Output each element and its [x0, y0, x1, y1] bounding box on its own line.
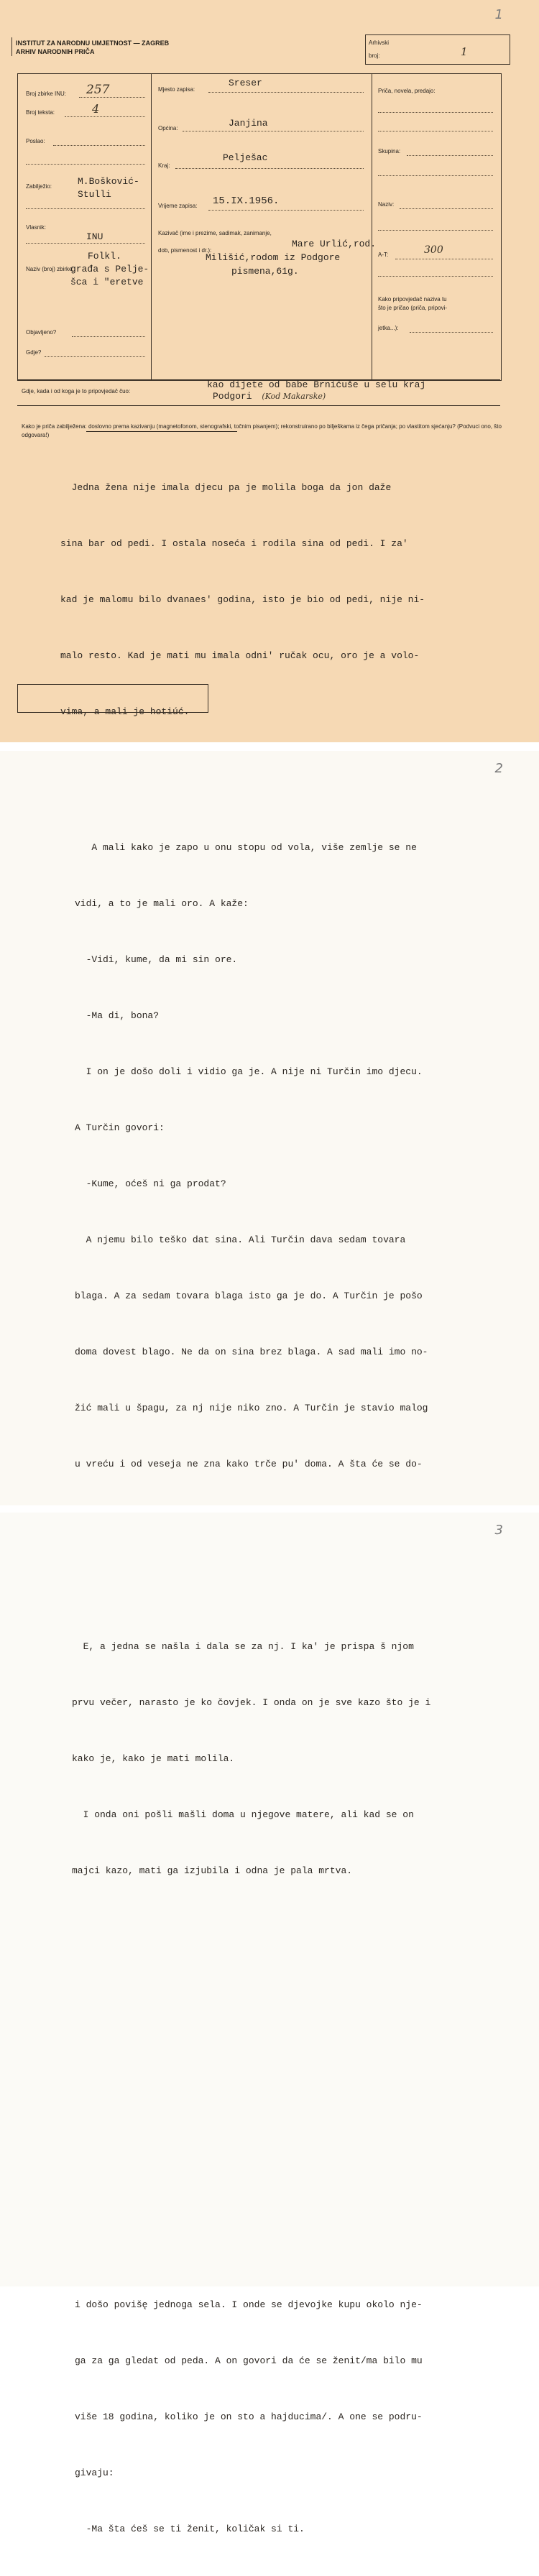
page-number: 1: [494, 7, 503, 22]
zabiljezio-label: Zabilježio:: [26, 183, 52, 190]
kazivac-label-1: Kazivač (ime i prezime, sadimak, zanimanje,: [158, 230, 272, 236]
archive-number-box: [365, 34, 510, 65]
skupina-label: Skupina:: [378, 148, 401, 154]
archive-no-value: 1: [461, 45, 468, 58]
archive-name: ARHIV NARODNIH PRIČA: [16, 48, 95, 55]
prica-label: Priča, novela, predajo:: [378, 88, 436, 94]
kako-label-3: jetka...):: [378, 325, 399, 331]
at-label: A-T:: [378, 251, 389, 258]
gdje-label: Gdje?: [26, 349, 42, 356]
gdje-kada-label: Gdje, kada i od koga je to pripovjedač čuo:: [22, 388, 131, 394]
document-page-3: [0, 1513, 539, 2286]
gdje-kada-value: kao dijete od babe Brnićuše u selu kraj Podgori (Kod Makarske): [207, 379, 426, 402]
opcina-label: Općina:: [158, 125, 178, 131]
naziv-label: Naziv (broj) zbirke:: [26, 266, 74, 272]
archive-no-label: broj:: [369, 52, 380, 59]
opcina-value: Janjina: [229, 118, 268, 129]
naziv2-label: Naziv:: [378, 201, 395, 208]
kako-label-1: Kako pripovjedač naziva tu: [378, 296, 447, 303]
archive-label: Arhivski: [369, 40, 390, 46]
vrijeme-value: 15.IX.1956.: [213, 195, 280, 207]
naziv-value: Folkl. građa s Pelje- šca i "eretve: [70, 251, 149, 287]
institution-name: INSTITUT ZA NARODNU UMJETNOST — ZAGREB: [16, 40, 170, 47]
story-page-2: A mali kako je zapo u onu stopu od vola, više zemlje se ne vidi, a to je mali oro. A kaže: -Vidi, kume, da mi sin ore. -Ma di, bona? I on je došo doli i vidio ga je. A nije ni Turčin imo djecu. A Turčin govori: -Kume, oćeš ni ga prodat? A njemu bilo teško dat sina. Ali Turčin dava sedam tovara blaga. A za sedam tovara blaga isto ga je do. A Turčin je pošo doma dovest blago. Ne da on sina brez blaga. A sad mali imo no- žić mali u špagu, za nj nije niko zno. A Turčin je stavio malog u vreću i od veseja ne zna kako trče pu' doma. A šta će se do- i došo povišę jednoga sela. I onde se djevojke kupu okolo nje- ga za ga gledat od peda. A on govori da će se ženit/ma bilo mu više 18 godina, koliko je on sto a hajducima/. A one se podru- givaju: -Ma šta ćeš se ti ženit, količak si ti.: [75, 842, 428, 2534]
page-number: 2: [494, 761, 503, 776]
at-value: 300: [424, 244, 443, 256]
signature-box: [17, 684, 208, 713]
mjesto-label: Mjesto zapisa:: [158, 86, 195, 93]
mjesto-value: Sreser: [229, 78, 262, 88]
vlasnik-value: INU: [86, 231, 103, 242]
institution-header: [16, 39, 169, 56]
vrijeme-label: Vrijeme zapisa:: [158, 203, 198, 209]
objavljeno-label: Objavljeno?: [26, 329, 57, 336]
zbirka-label: Broj zbirke INU:: [26, 91, 67, 97]
story-page-1: Jedna žena nije imala djecu pa je molila boga da jon daže sina bar od pedi. I ostala noseća i rodila sina od pedi. I za' kad je malomu bilo dvanaes' godina, isto je bio od pedi, nije ni- malo resto. Kad je mati mu imala odni' ručak ocu, oro je a volo- vima, a mali je hotiúć.: [60, 482, 425, 717]
kraj-value: Pelješac: [223, 152, 268, 163]
page-number: 3: [494, 1523, 503, 1538]
vlasnik-label: Vlasnik:: [26, 224, 47, 231]
document-page-1: [0, 0, 539, 742]
kako-label-2: što je pričao (priča, pripovi-: [378, 305, 448, 311]
poslao-label: Poslao:: [26, 138, 45, 144]
kraj-label: Kraj:: [158, 162, 170, 169]
tekst-value: 4: [92, 102, 100, 116]
zbirka-value: 257: [86, 83, 110, 97]
kazivac-value: Mare Urlić,rod. Milišić,rodom iz Podgore pismena,61g.: [206, 239, 377, 277]
story-page-3: E, a jedna se našla i dala se za nj. I ka' je prispa š njom prvu večer, narasto je ko čovjek. I onda on je sve kazo što je i kako je, kako je mati molila. I onda oni pošli mašli doma u njegove matere, ali kad se on majci kazo, mati ga izjubila i odna je pala mrtva.: [72, 1641, 431, 1876]
kako-je-label: Kako je priča zabilježena: doslovno prema kazivanju (magnetofonom, stenografski, točnim pisanjem); rekonstruirano po bilješkama iz čega pričanja; po vlastitom sjećanju? (Podvuci ono, što odgovara!): [22, 423, 502, 438]
gdje-kada-note: (Kod Makarske): [262, 392, 326, 401]
kazivac-label-2: dob, pismenost i dr.):: [158, 247, 212, 254]
tekst-label: Broj teksta:: [26, 109, 55, 116]
zabiljezio-value: M.Bošković- Stulli: [78, 176, 139, 200]
